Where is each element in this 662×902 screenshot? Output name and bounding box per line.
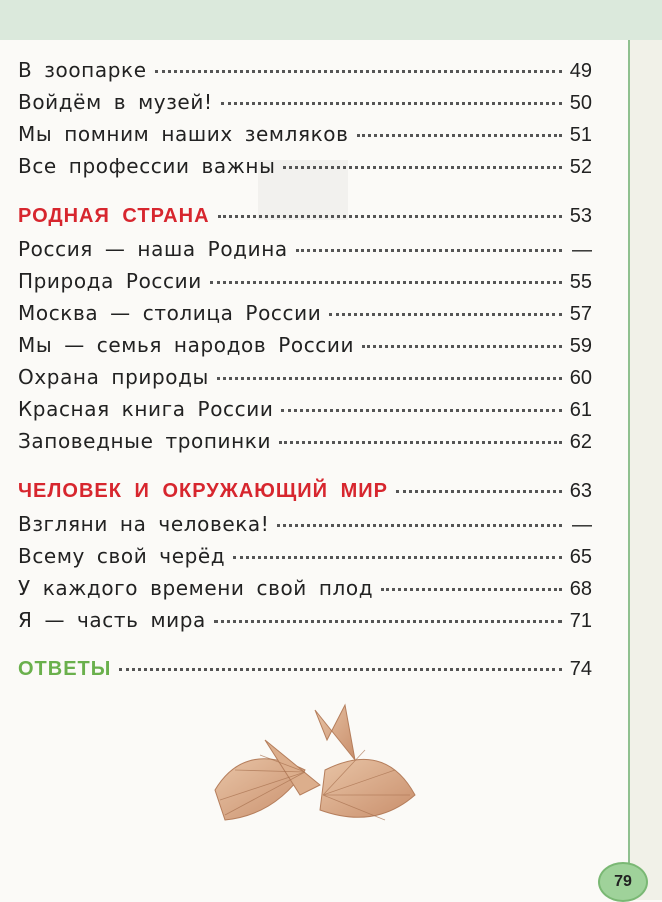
toc-item[interactable]: [18, 122, 592, 152]
leader-dots: [381, 588, 562, 591]
toc-item[interactable]: [18, 365, 592, 395]
leader-dots: [214, 620, 562, 623]
toc-section-title: ЧЕЛОВЕК И ОКРУЖАЮЩИЙ МИР: [18, 480, 388, 502]
leader-dots: [279, 441, 562, 444]
top-color-band: [0, 0, 662, 40]
leader-dots: [210, 281, 562, 284]
toc-section[interactable]: [18, 480, 592, 510]
toc-item[interactable]: [18, 333, 592, 363]
leader-dots: [217, 377, 562, 380]
leader-dots: [329, 313, 561, 316]
toc-item[interactable]: [18, 512, 592, 542]
leader-dots: [218, 215, 562, 218]
toc-item[interactable]: [18, 301, 592, 331]
toc-item-title: Красная книга России: [18, 397, 274, 421]
toc-item-title: Всему свой черёд: [18, 544, 226, 568]
toc-item-title: Мы — семья народов России: [18, 333, 355, 357]
toc-item[interactable]: [18, 429, 592, 459]
toc-item-page: 51: [569, 124, 592, 146]
toc-item[interactable]: [18, 397, 592, 427]
leader-dots: [277, 524, 562, 527]
toc-item-page: 50: [569, 92, 592, 114]
wooden-bird-ornament-icon: [205, 700, 425, 840]
toc-item-page: 61: [569, 399, 592, 421]
toc-item-title: У каждого времени свой плод: [18, 576, 374, 600]
toc-item-page: 62: [569, 431, 592, 453]
toc-section-title: РОДНАЯ СТРАНА: [18, 205, 210, 227]
leader-dots: [283, 166, 561, 169]
toc-item[interactable]: [18, 58, 592, 88]
toc-item-page: 60: [569, 367, 592, 389]
toc-item[interactable]: [18, 154, 592, 184]
leader-dots: [221, 102, 562, 105]
toc-item-page: 65: [569, 546, 592, 568]
leader-dots: [296, 249, 562, 252]
toc-item-title: Все профессии важны: [18, 154, 276, 178]
leader-dots: [396, 490, 562, 493]
toc-section-title: ОТВЕТЫ: [18, 658, 112, 680]
toc-item-page: —: [572, 514, 592, 536]
toc-section-page: 74: [569, 658, 592, 680]
toc-item-page: 55: [569, 271, 592, 293]
toc-item[interactable]: [18, 269, 592, 299]
toc-item-title: Взгляни на человека!: [18, 512, 270, 536]
toc-item-page: 59: [569, 335, 592, 357]
toc-item[interactable]: [18, 90, 592, 120]
page-number-badge: [598, 862, 648, 902]
leader-dots: [233, 556, 562, 559]
toc-item-title: Москва — столица России: [18, 301, 322, 325]
toc-item[interactable]: [18, 608, 592, 638]
leader-dots: [281, 409, 561, 412]
page-number: 79: [614, 873, 632, 890]
toc-item-title: Мы помним наших земляков: [18, 122, 349, 146]
toc-item-page: 52: [569, 156, 592, 178]
toc-item-page: 57: [569, 303, 592, 325]
toc-item-page: 68: [569, 578, 592, 600]
toc-section-page: 63: [569, 480, 592, 502]
toc-item-page: —: [572, 239, 592, 261]
toc-item-page: 71: [569, 610, 592, 632]
toc-section[interactable]: [18, 658, 592, 688]
toc-item-title: Природа России: [18, 269, 202, 293]
toc-item-title: Охрана природы: [18, 365, 209, 389]
right-margin-strip: [628, 40, 662, 900]
toc-item[interactable]: [18, 237, 592, 267]
toc-item-title: Россия — наша Родина: [18, 237, 288, 261]
toc-item[interactable]: [18, 576, 592, 606]
toc-item-title: Заповедные тропинки: [18, 429, 272, 453]
leader-dots: [362, 345, 562, 348]
toc-item-title: В зоопарке: [18, 58, 147, 82]
leader-dots: [155, 70, 562, 73]
toc-item-page: 49: [569, 60, 592, 82]
toc-item[interactable]: [18, 544, 592, 574]
toc-item-title: Войдём в музей!: [18, 90, 213, 114]
toc-item-title: Я — часть мира: [18, 608, 206, 632]
leader-dots: [119, 668, 561, 671]
leader-dots: [357, 134, 562, 137]
toc-section[interactable]: [18, 205, 592, 235]
toc-section-page: 53: [569, 205, 592, 227]
